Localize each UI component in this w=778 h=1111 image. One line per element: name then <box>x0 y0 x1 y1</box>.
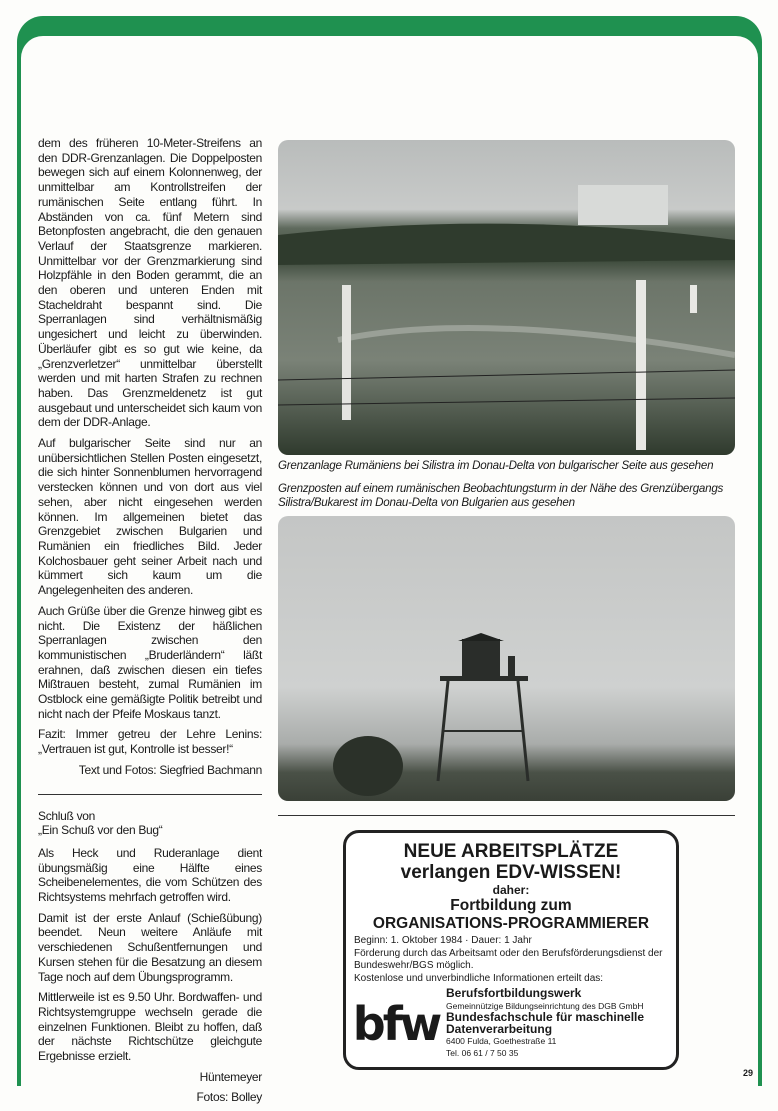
continuation-column <box>38 809 262 1106</box>
continuation-paragraph: Als Heck und Ruderanlage dient übungsmäßig eine Hälfte eines Scheibenelementes, die vom Schützen des Richtsystems mehrfach getroffen wird. <box>38 845 262 905</box>
article-paragraph: dem des früheren 10-Meter-Streifens an den DDR-Grenzanlagen. Die Doppelposten bewegen sich auf einem Kolonnenweg, der unmittelbar am Kontrollstreifen der rumänischen Seite entlang führt. In Abständen von ca. fünf Metern sind Betonpfosten angebracht, die den genauen Verlauf der Staatsgrenze markieren. Unmittelbar vor der Grenzmarkierung sind Holzpfähle in den Boden gerammt, die an den oberen und unteren Enden mit Stacheldraht bespannt sind. Die Sperranlagen sind verhältnismäßig ungesichert und leicht zu überwinden. Überläufer gibt es so gut wie keine, da „Grenzverletzer“ unmittelbar überstellt werden und mit harten Strafen zu rechnen haben. Das Grenzmeldenetz ist gut ausgebaut und unterscheidet sich kaum von dem der DDR-Anlage. <box>38 136 262 430</box>
ad-school-name: Bundesfachschule für maschinelle Datenverarbeitung <box>446 1010 645 1036</box>
photo1-caption: Grenzanlage Rumäniens bei Silistra im Donau-Delta von bulgarischer Seite aus gesehen <box>278 459 714 472</box>
photo-border-fence <box>278 140 735 455</box>
article-byline: Text und Fotos: Siegfried Bachmann <box>78 762 262 777</box>
ad-phone: Tel. 06 61 / 7 50 35 <box>446 1047 519 1058</box>
advertisement-box <box>343 830 679 1070</box>
ad-dates: Beginn: 1. Oktober 1984 · Dauer: 1 Jahr <box>354 935 532 946</box>
photo-fence-illustration <box>278 140 735 455</box>
ad-org-name: Berufsfortbildungswerk <box>446 986 582 1000</box>
continuation-author: Hüntemeyer <box>199 1069 262 1084</box>
photo2-caption: Grenzposten auf einem rumänischen Beobachtungsturm in der Nähe des Grenzübergangs Silistra/Bukarest im Donau-Delta von Bulgarien aus gesehen <box>278 482 724 509</box>
ad-org-subtitle: Gemeinnützige Bildungseinrichtung des DGB GmbH <box>446 1000 644 1011</box>
ad-info: Kostenlose und unverbindliche Informationen erteilt das: <box>354 972 604 984</box>
ad-daher: daher: <box>492 883 530 897</box>
right-column <box>278 140 735 1070</box>
continuation-photo-credit: Fotos: Bolley <box>196 1090 262 1105</box>
ad-funding: Förderung durch das Arbeitsamt oder den Berufsförderungsdienst der Bundeswehr/BGS möglich. <box>354 947 663 971</box>
page-number: 29 <box>743 1068 754 1078</box>
ad-headline: verlangen EDV-WISSEN! <box>400 862 622 883</box>
continuation-heading-line: „Ein Schuß vor den Bug“ <box>38 823 163 838</box>
section-divider <box>278 815 735 816</box>
ad-headline: NEUE ARBEITSPLÄTZE <box>403 841 619 862</box>
ad-course: ORGANISATIONS-PROGRAMMIERER <box>372 915 650 932</box>
continuation-heading-line: Schluß von <box>38 808 96 823</box>
ad-address: 6400 Fulda, Goethestraße 11 <box>446 1036 557 1046</box>
bfw-logo: bfw <box>352 996 440 1051</box>
left-column <box>38 136 262 1111</box>
column-divider <box>38 794 262 795</box>
article-paragraph: Fazit: Immer getreu der Lehre Lenins: „Vertrauen ist gut, Kontrolle ist besser!“ <box>38 727 262 757</box>
photo-watchtower-illustration <box>278 516 735 801</box>
article-paragraph: Auch Grüße über die Grenze hinweg gibt es nicht. Die Existenz der häßlichen Sperranlagen zwischen den kommunistischen „Bruderländern“ läßt erahnen, daß zwischen diesen ein tiefes Mißtrauen besteht, zumal Rumänien im Ostblock eine gemäßigte Politik betreibt und nicht nach der Pfeife Moskaus tanzt. <box>38 603 262 721</box>
ad-course: Fortbildung zum <box>450 897 572 914</box>
continuation-heading <box>38 809 262 838</box>
continuation-paragraph: Mittlerweile ist es 9.50 Uhr. Bordwaffen- und Richtsystemgruppe wechseln gerade die einzelnen Funktionen. Bleibt zu hoffen, daß der nächste Richtschütze gleichgute Ergebnisse erzielt. <box>38 990 262 1064</box>
article-paragraph: Auf bulgarischer Seite sind nur an unübersichtlichen Stellen Posten eingesetzt, die sich hinter Sonnenblumen hervorragend verstecken können und von dort aus viel sehen, aber nicht eingesehen werden können. Im allgemeinen bietet das Grenzgebiet zwischen Bulgarien und Rumänien ein friedliches Bild. Jeder Kolchosbauer geht seiner Arbeit nach und kümmert sich kaum um die Angelegenheiten des anderen. <box>38 436 262 598</box>
article-column <box>38 136 262 778</box>
continuation-paragraph: Damit ist der erste Anlauf (Schießübung) beendet. Neun weitere Anläufe mit verschiedenen Schußentfernungen und Kursen stehen für die Besatzung an diesem Tage noch auf dem Übungsprogramm. <box>38 910 262 984</box>
ad-sender <box>346 988 676 1059</box>
photo-watchtower <box>278 516 735 801</box>
ad-organization <box>446 988 646 1059</box>
